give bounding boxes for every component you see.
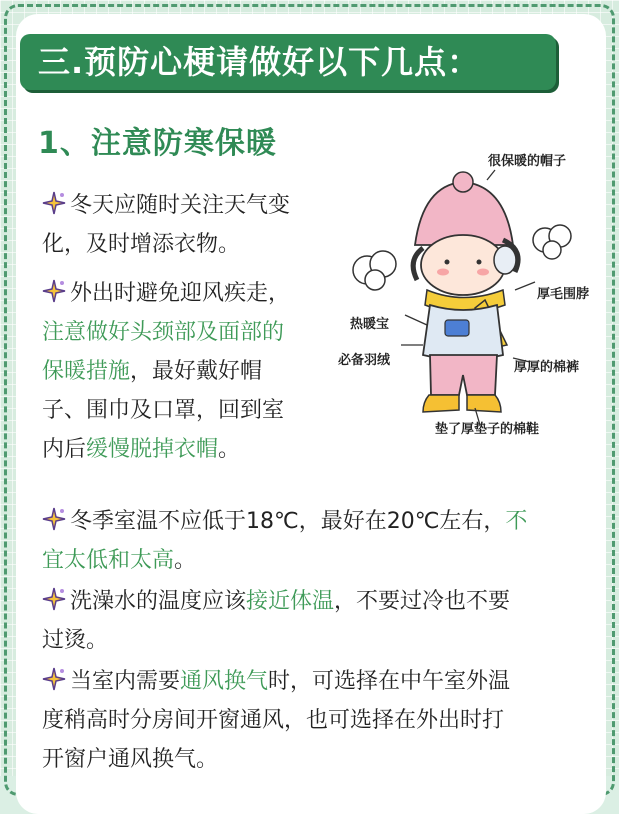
- label-hat: 很保暖的帽子: [488, 154, 567, 169]
- hand-warmer: [445, 320, 469, 336]
- sparkle-icon: [42, 279, 66, 303]
- face: [421, 235, 505, 295]
- breath-cloud-left: [353, 251, 396, 290]
- sparkle-icon: [42, 507, 66, 531]
- sparkle-icon: [42, 191, 66, 215]
- subtitle: 1、注意防寒保暖: [38, 126, 277, 161]
- tip-5: 当室内需要通风换气时，可选择在中午室外温 度稍高时分房间开窗通风，也可选择在外出时打 开窗户通风换气。: [42, 669, 511, 772]
- label-pants: 厚厚的棉裤: [514, 360, 580, 375]
- sparkle-icon: [42, 667, 66, 691]
- tip-4: 洗澡水的温度应该接近体温，不要过冷也不要 过烫。: [42, 589, 511, 653]
- label-scarf: 厚毛围脖: [537, 287, 590, 302]
- label-warmer: 热暖宝: [350, 317, 390, 332]
- tip-2: 外出时避免迎风疾走， 注意做好头颈部及面部的 保暖措施，最好戴好帽 子、围巾及口罩，回到室 内后缓慢脱掉衣帽。: [42, 281, 291, 462]
- tip-3: 冬季室温不应低于18℃，最好在20℃左右，不 宜太低和太高。: [42, 509, 528, 573]
- label-down: 必备羽绒: [338, 353, 391, 368]
- tip-1: 冬天应随时关注天气变 化，及时增添衣物。: [42, 193, 291, 257]
- section-title: 三.预防心梗请做好以下几点：: [20, 34, 556, 90]
- breath-cloud-right: [533, 225, 571, 259]
- pants: [430, 355, 497, 395]
- shoes: [423, 395, 459, 412]
- sparkle-icon: [42, 587, 66, 611]
- label-shoes: 垫了厚垫子的棉鞋: [435, 422, 540, 437]
